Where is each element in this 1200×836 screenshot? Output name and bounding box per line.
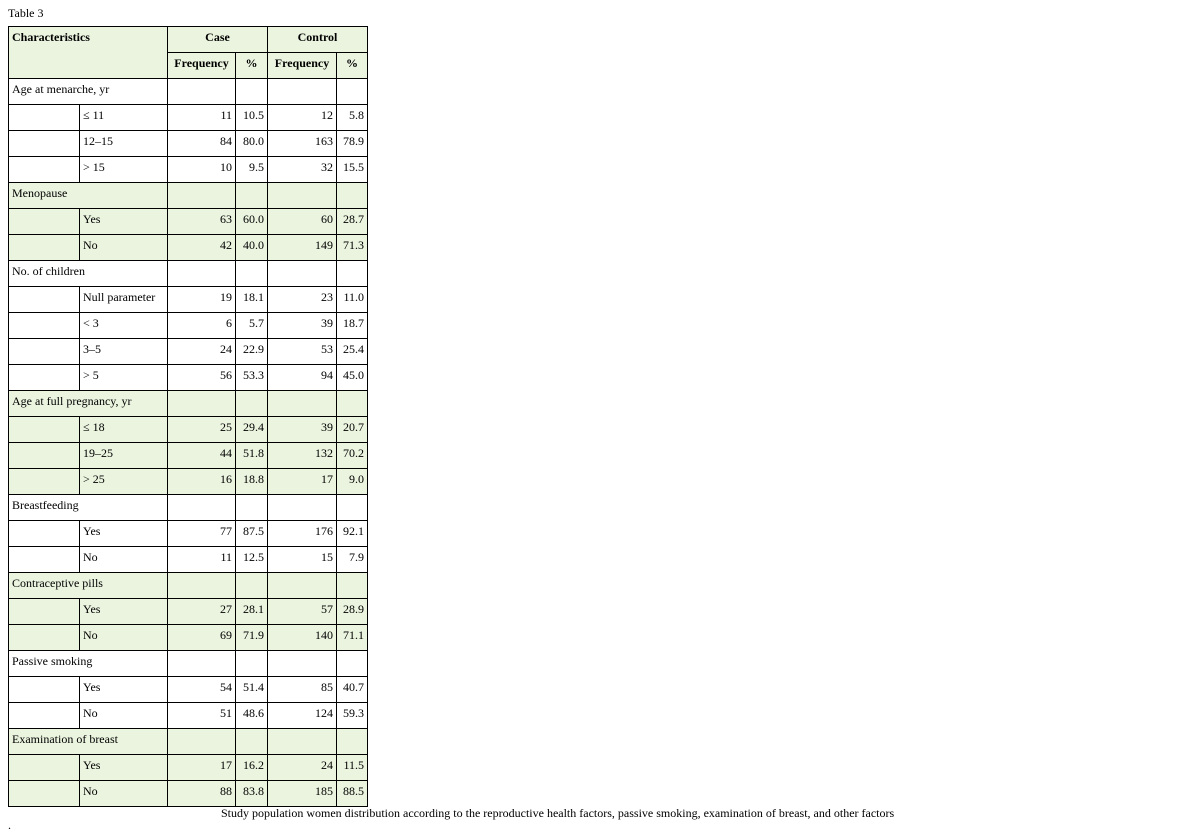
table-row	[9, 157, 368, 183]
control-percent-cell: 78.9	[337, 131, 368, 157]
group-row	[9, 573, 368, 599]
group-label: Passive smoking	[9, 651, 168, 677]
control-frequency-cell: 53	[268, 339, 337, 365]
case-percent-cell: 5.7	[236, 313, 268, 339]
header-control: Control	[268, 27, 368, 53]
control-percent-cell	[337, 391, 368, 417]
table-row	[9, 443, 368, 469]
case-percent-cell: 12.5	[236, 547, 268, 573]
footnote-mark: .	[8, 818, 11, 832]
indent-cell	[9, 209, 80, 235]
case-percent-cell	[236, 651, 268, 677]
control-percent-cell: 18.7	[337, 313, 368, 339]
table-row	[9, 755, 368, 781]
case-percent-cell: 60.0	[236, 209, 268, 235]
table-row	[9, 625, 368, 651]
header-control-percent: %	[337, 53, 368, 79]
control-frequency-cell: 132	[268, 443, 337, 469]
case-percent-cell	[236, 573, 268, 599]
case-frequency-cell: 11	[168, 547, 236, 573]
table-row	[9, 339, 368, 365]
group-label: Contraceptive pills	[9, 573, 168, 599]
category-label: Yes	[80, 599, 168, 625]
group-label: No. of children	[9, 261, 168, 287]
case-frequency-cell	[168, 79, 236, 105]
control-percent-cell: 45.0	[337, 365, 368, 391]
control-percent-cell	[337, 495, 368, 521]
control-percent-cell: 88.5	[337, 781, 368, 807]
group-label: Menopause	[9, 183, 168, 209]
case-frequency-cell	[168, 573, 236, 599]
control-percent-cell: 9.0	[337, 469, 368, 495]
category-label: Yes	[80, 521, 168, 547]
table-row	[9, 417, 368, 443]
category-label: No	[80, 625, 168, 651]
case-frequency-cell: 10	[168, 157, 236, 183]
table-row	[9, 677, 368, 703]
group-label: Age at menarche, yr	[9, 79, 168, 105]
category-label: < 3	[80, 313, 168, 339]
table-row	[9, 365, 368, 391]
control-percent-cell: 15.5	[337, 157, 368, 183]
control-percent-cell: 25.4	[337, 339, 368, 365]
case-percent-cell: 22.9	[236, 339, 268, 365]
case-percent-cell: 51.8	[236, 443, 268, 469]
control-frequency-cell	[268, 261, 337, 287]
indent-cell	[9, 677, 80, 703]
header-case-percent: %	[236, 53, 268, 79]
category-label: Yes	[80, 209, 168, 235]
case-frequency-cell: 63	[168, 209, 236, 235]
case-percent-cell	[236, 183, 268, 209]
case-frequency-cell: 69	[168, 625, 236, 651]
control-percent-cell	[337, 79, 368, 105]
control-percent-cell: 11.0	[337, 287, 368, 313]
case-frequency-cell	[168, 391, 236, 417]
control-frequency-cell	[268, 495, 337, 521]
case-frequency-cell: 44	[168, 443, 236, 469]
header-case-frequency: Frequency	[168, 53, 236, 79]
header-control-frequency: Frequency	[268, 53, 337, 79]
control-percent-cell: 40.7	[337, 677, 368, 703]
indent-cell	[9, 157, 80, 183]
table-title: Table 3	[8, 6, 44, 20]
data-table	[8, 26, 368, 807]
control-percent-cell: 28.9	[337, 599, 368, 625]
table-row	[9, 209, 368, 235]
indent-cell	[9, 417, 80, 443]
indent-cell	[9, 443, 80, 469]
group-row	[9, 261, 368, 287]
group-row	[9, 79, 368, 105]
category-label: 19–25	[80, 443, 168, 469]
control-percent-cell: 5.8	[337, 105, 368, 131]
control-percent-cell: 20.7	[337, 417, 368, 443]
group-row	[9, 729, 368, 755]
indent-cell	[9, 755, 80, 781]
case-percent-cell: 9.5	[236, 157, 268, 183]
control-percent-cell	[337, 261, 368, 287]
case-frequency-cell	[168, 495, 236, 521]
control-percent-cell: 71.3	[337, 235, 368, 261]
indent-cell	[9, 469, 80, 495]
case-percent-cell	[236, 729, 268, 755]
indent-cell	[9, 339, 80, 365]
header-case: Case	[168, 27, 268, 53]
control-percent-cell: 11.5	[337, 755, 368, 781]
control-percent-cell	[337, 573, 368, 599]
case-frequency-cell: 25	[168, 417, 236, 443]
case-percent-cell	[236, 495, 268, 521]
case-frequency-cell	[168, 261, 236, 287]
indent-cell	[9, 625, 80, 651]
category-label: No	[80, 235, 168, 261]
case-percent-cell: 71.9	[236, 625, 268, 651]
case-percent-cell: 28.1	[236, 599, 268, 625]
table-caption: Study population women distribution according to the reproductive health factors, passive smoking, examination of breast, and other factors	[221, 806, 895, 820]
indent-cell	[9, 105, 80, 131]
group-label: Breastfeeding	[9, 495, 168, 521]
table-row	[9, 521, 368, 547]
case-percent-cell	[236, 79, 268, 105]
control-frequency-cell	[268, 729, 337, 755]
category-label: ≤ 18	[80, 417, 168, 443]
indent-cell	[9, 235, 80, 261]
control-percent-cell: 28.7	[337, 209, 368, 235]
case-percent-cell: 10.5	[236, 105, 268, 131]
case-percent-cell: 48.6	[236, 703, 268, 729]
control-frequency-cell: 124	[268, 703, 337, 729]
category-label: Yes	[80, 755, 168, 781]
control-frequency-cell: 176	[268, 521, 337, 547]
control-frequency-cell: 163	[268, 131, 337, 157]
category-label: Yes	[80, 677, 168, 703]
case-percent-cell: 87.5	[236, 521, 268, 547]
indent-cell	[9, 781, 80, 807]
category-label: > 15	[80, 157, 168, 183]
case-frequency-cell: 24	[168, 339, 236, 365]
control-percent-cell	[337, 651, 368, 677]
table-row	[9, 781, 368, 807]
case-percent-cell: 80.0	[236, 131, 268, 157]
group-row	[9, 183, 368, 209]
indent-cell	[9, 521, 80, 547]
group-row	[9, 651, 368, 677]
case-percent-cell: 51.4	[236, 677, 268, 703]
control-frequency-cell: 12	[268, 105, 337, 131]
category-label: > 5	[80, 365, 168, 391]
indent-cell	[9, 365, 80, 391]
category-label: 12–15	[80, 131, 168, 157]
case-frequency-cell: 6	[168, 313, 236, 339]
case-frequency-cell: 27	[168, 599, 236, 625]
control-frequency-cell: 85	[268, 677, 337, 703]
table-row	[9, 547, 368, 573]
case-frequency-cell: 11	[168, 105, 236, 131]
indent-cell	[9, 287, 80, 313]
table-row	[9, 469, 368, 495]
table-row	[9, 235, 368, 261]
category-label: Null parameter	[80, 287, 168, 313]
case-percent-cell	[236, 261, 268, 287]
category-label: No	[80, 547, 168, 573]
group-label: Age at full pregnancy, yr	[9, 391, 168, 417]
case-frequency-cell: 51	[168, 703, 236, 729]
control-frequency-cell	[268, 391, 337, 417]
control-frequency-cell: 57	[268, 599, 337, 625]
control-frequency-cell: 185	[268, 781, 337, 807]
group-row	[9, 391, 368, 417]
indent-cell	[9, 131, 80, 157]
category-label: ≤ 11	[80, 105, 168, 131]
case-percent-cell	[236, 391, 268, 417]
category-label: No	[80, 703, 168, 729]
control-percent-cell: 7.9	[337, 547, 368, 573]
control-percent-cell: 71.1	[337, 625, 368, 651]
control-frequency-cell: 60	[268, 209, 337, 235]
case-percent-cell: 29.4	[236, 417, 268, 443]
header-characteristics: Characteristics	[9, 27, 168, 79]
case-frequency-cell: 54	[168, 677, 236, 703]
group-label: Examination of breast	[9, 729, 168, 755]
indent-cell	[9, 313, 80, 339]
table-row	[9, 287, 368, 313]
category-label: > 25	[80, 469, 168, 495]
control-frequency-cell: 94	[268, 365, 337, 391]
indent-cell	[9, 547, 80, 573]
case-frequency-cell: 19	[168, 287, 236, 313]
case-frequency-cell: 42	[168, 235, 236, 261]
table-row	[9, 703, 368, 729]
case-frequency-cell	[168, 729, 236, 755]
control-frequency-cell	[268, 573, 337, 599]
control-percent-cell	[337, 729, 368, 755]
control-frequency-cell: 149	[268, 235, 337, 261]
case-frequency-cell: 77	[168, 521, 236, 547]
control-percent-cell: 59.3	[337, 703, 368, 729]
indent-cell	[9, 703, 80, 729]
control-frequency-cell	[268, 183, 337, 209]
case-frequency-cell	[168, 183, 236, 209]
control-percent-cell: 92.1	[337, 521, 368, 547]
category-label: No	[80, 781, 168, 807]
control-frequency-cell: 24	[268, 755, 337, 781]
table-row	[9, 313, 368, 339]
control-frequency-cell: 39	[268, 313, 337, 339]
group-row	[9, 495, 368, 521]
case-frequency-cell: 84	[168, 131, 236, 157]
case-frequency-cell	[168, 651, 236, 677]
control-percent-cell	[337, 183, 368, 209]
control-frequency-cell: 140	[268, 625, 337, 651]
case-frequency-cell: 88	[168, 781, 236, 807]
case-percent-cell: 53.3	[236, 365, 268, 391]
case-frequency-cell: 16	[168, 469, 236, 495]
case-percent-cell: 83.8	[236, 781, 268, 807]
table-row	[9, 599, 368, 625]
case-percent-cell: 40.0	[236, 235, 268, 261]
control-frequency-cell	[268, 651, 337, 677]
control-frequency-cell: 39	[268, 417, 337, 443]
control-frequency-cell: 32	[268, 157, 337, 183]
case-percent-cell: 18.1	[236, 287, 268, 313]
case-frequency-cell: 56	[168, 365, 236, 391]
control-frequency-cell: 15	[268, 547, 337, 573]
control-percent-cell: 70.2	[337, 443, 368, 469]
category-label: 3–5	[80, 339, 168, 365]
table-row	[9, 131, 368, 157]
control-frequency-cell: 17	[268, 469, 337, 495]
case-percent-cell: 18.8	[236, 469, 268, 495]
control-frequency-cell: 23	[268, 287, 337, 313]
control-frequency-cell	[268, 79, 337, 105]
indent-cell	[9, 599, 80, 625]
table-row	[9, 105, 368, 131]
case-percent-cell: 16.2	[236, 755, 268, 781]
case-frequency-cell: 17	[168, 755, 236, 781]
